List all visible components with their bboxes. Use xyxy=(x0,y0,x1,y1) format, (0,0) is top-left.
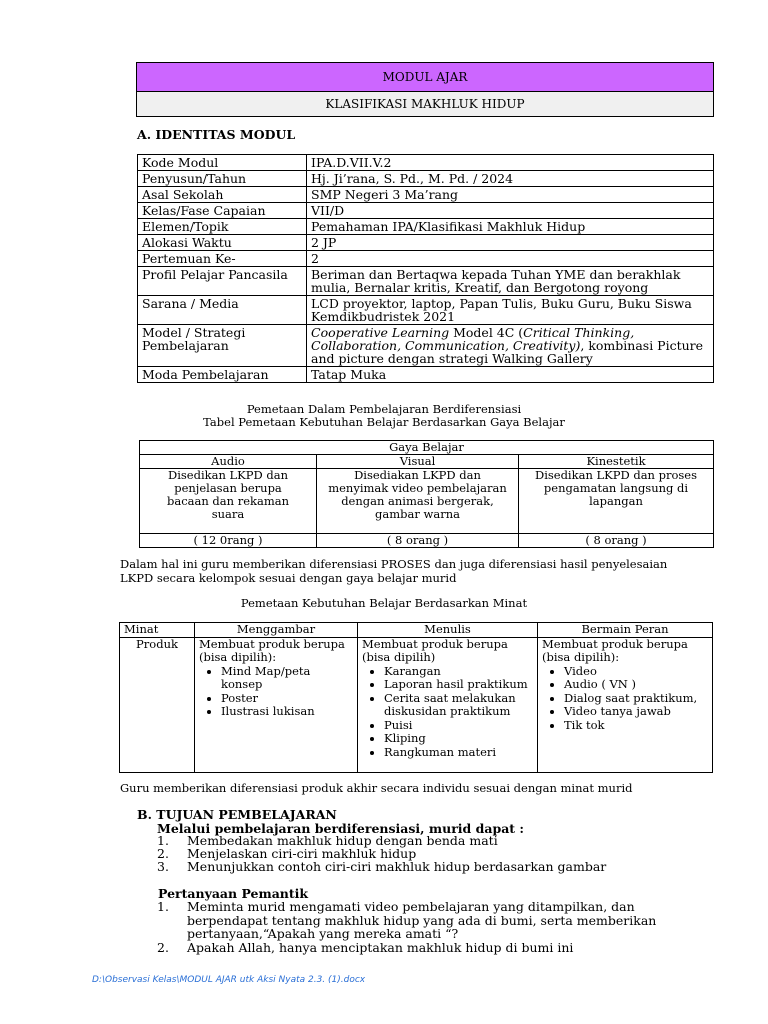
file-path-footer: D:\Observasi Kelas\MODUL AJAR utk Aksi Nyata 2.3. (1).docx xyxy=(92,975,366,985)
minat-header-menulis: Menulis xyxy=(358,623,538,638)
minat-table xyxy=(119,622,713,773)
minat-list-item: • Audio ( VN ) xyxy=(564,678,708,692)
pemetaan-subtitle: Tabel Pemetaan Kebutuhan Belajar Berdasarkan Gaya Belajar xyxy=(203,415,565,429)
gaya-belajar-table xyxy=(139,440,714,548)
menggambar-list xyxy=(199,665,353,719)
item-text: Menunjukkan contoh ciri-ciri makhluk hidup berdasarkan gambar xyxy=(187,859,607,874)
identitas-label: Pertemuan Ke- xyxy=(138,251,307,267)
menggambar-cell xyxy=(195,637,358,772)
column-kinestetik: Kinestetik xyxy=(519,455,714,469)
numbered-item xyxy=(157,900,667,941)
paragraph-diferensiasi-proses: Dalam hal ini guru memberikan diferensiasi PROSES dan juga diferensiasi hasil penyelesaian LKPD secara kelompok sesuai dengan gaya belajar murid xyxy=(120,557,668,585)
identitas-value-part: Cooperative Learning xyxy=(311,325,450,340)
identitas-label: Alokasi Waktu xyxy=(138,235,307,251)
minat-list-item: • Dialog saat praktikum, xyxy=(564,692,708,706)
item-number: 3. xyxy=(157,859,169,874)
minat-list-item: • Ilustrasi lukisan xyxy=(221,705,353,719)
minat-title: Pemetaan Kebutuhan Belajar Berdasarkan Minat xyxy=(240,596,528,610)
identitas-label: Asal Sekolah xyxy=(138,187,307,203)
item-number: 1. xyxy=(157,833,169,848)
identitas-label: Profil Pelajar Pancasila xyxy=(138,267,307,296)
pemantik-list xyxy=(157,900,667,954)
audio-count: ( 12 0rang ) xyxy=(140,534,317,548)
identitas-label: Kelas/Fase Capaian xyxy=(138,203,307,219)
minat-list-item: • Karangan xyxy=(384,665,533,679)
menulis-list xyxy=(362,665,533,760)
module-header xyxy=(136,62,714,117)
minat-list-item: • Laporan hasil praktikum xyxy=(384,678,533,692)
identitas-label: Moda Pembelajaran xyxy=(138,367,307,383)
minat-list-item: • Cerita saat melakukan diskusidan praktikum xyxy=(384,692,533,719)
identitas-row xyxy=(138,203,714,219)
menggambar-intro: Membuat produk berupa (bisa dipilih): xyxy=(199,636,345,664)
pemetaan-title: Pemetaan Dalam Pembelajaran Berdiferensiasi xyxy=(246,402,522,416)
identitas-row xyxy=(138,367,714,383)
item-text: Meminta murid mengamati video pembelajaran yang ditampilkan, dan berpendapat tentang makhluk hidup yang ada di bumi, serta memberikan pertanyaan,“Apakah yang mereka amati “? xyxy=(187,899,657,941)
identitas-label: Model / Strategi Pembelajaran xyxy=(138,325,307,367)
section-a-heading: A. IDENTITAS MODUL xyxy=(137,127,296,142)
module-title: MODUL AJAR xyxy=(136,62,714,92)
minat-header-bermain-peran: Bermain Peran xyxy=(538,623,713,638)
identitas-row xyxy=(138,296,714,325)
section-b-heading: B. TUJUAN PEMBELAJARAN xyxy=(137,807,337,822)
paragraph-diferensiasi-produk: Guru memberikan diferensiasi produk akhir secara individu sesuai dengan minat murid xyxy=(120,781,633,795)
minat-list-item: • Tik tok xyxy=(564,719,708,733)
pemantik-heading: Pertanyaan Pemantik xyxy=(158,886,309,901)
identitas-value: Hj. Ji’rana, S. Pd., M. Pd. / 2024 xyxy=(307,171,714,187)
minat-row-label: Produk xyxy=(120,637,195,772)
identitas-value: Tatap Muka xyxy=(307,367,714,383)
identitas-value xyxy=(307,325,714,367)
identitas-value: SMP Negeri 3 Ma’rang xyxy=(307,187,714,203)
bermain-peran-intro: Membuat produk berupa (bisa dipilih): xyxy=(542,636,688,664)
item-number: 1. xyxy=(157,899,169,914)
kinestetik-description: Disedikan LKPD dan proses pengamatan langsung di lapangan xyxy=(519,469,714,534)
menulis-intro: Membuat produk berupa (bisa dipilih) xyxy=(362,636,508,664)
item-text: Menjelaskan ciri-ciri makhluk hidup xyxy=(187,846,417,861)
menulis-cell xyxy=(358,637,538,772)
item-text: Membedakan makhluk hidup dengan benda mati xyxy=(187,833,498,848)
identitas-row xyxy=(138,267,714,296)
identitas-value: VII/D xyxy=(307,203,714,219)
visual-description: Disediakan LKPD dan menyimak video pembelajaran dengan animasi bergerak, gambar warna xyxy=(317,469,519,534)
minat-list-item: • Puisi xyxy=(384,719,533,733)
item-number: 2. xyxy=(157,939,169,955)
identitas-value-part: Critical Thinking, Collaboration, Communication, Creativity) xyxy=(311,325,635,353)
minat-list-item: • Rangkuman materi xyxy=(384,746,533,760)
item-number: 2. xyxy=(157,846,169,861)
column-visual: Visual xyxy=(317,455,519,469)
visual-count: ( 8 orang ) xyxy=(317,534,519,548)
identitas-value: Beriman dan Bertaqwa kepada Tuhan YME dan berakhlak mulia, Bernalar kritis, Kreatif, dan Bergotong royong xyxy=(307,267,714,296)
minat-header-minat: Minat xyxy=(120,623,195,638)
minat-header-menggambar: Menggambar xyxy=(195,623,358,638)
kinestetik-count: ( 8 orang ) xyxy=(519,534,714,548)
tujuan-list xyxy=(157,834,657,873)
identitas-label: Sarana / Media xyxy=(138,296,307,325)
identitas-value: IPA.D.VII.V.2 xyxy=(307,155,714,171)
identitas-value: LCD proyektor, laptop, Papan Tulis, Buku Guru, Buku Siswa Kemdikbudristek 2021 xyxy=(307,296,714,325)
item-text: Apakah Allah, hanya menciptakan makhluk hidup di bumi ini xyxy=(187,939,574,955)
section-b-intro: Melalui pembelajaran berdiferensiasi, murid dapat : xyxy=(157,821,525,836)
identitas-row xyxy=(138,187,714,203)
identitas-label: Penyusun/Tahun xyxy=(138,171,307,187)
bermain-peran-list xyxy=(542,665,708,733)
minat-list-item: • Kliping xyxy=(384,732,533,746)
module-subtitle: KLASIFIKASI MAKHLUK HIDUP xyxy=(136,92,714,117)
column-audio: Audio xyxy=(140,455,317,469)
numbered-item xyxy=(157,941,667,955)
identitas-row xyxy=(138,171,714,187)
minat-list-item: • Video tanya jawab xyxy=(564,705,708,719)
identitas-table xyxy=(137,154,714,383)
identitas-value: Pemahaman IPA/Klasifikasi Makhluk Hidup xyxy=(307,219,714,235)
minat-list-item: • Video xyxy=(564,665,708,679)
identitas-row xyxy=(138,219,714,235)
identitas-value: 2 xyxy=(307,251,714,267)
identitas-value: 2 JP xyxy=(307,235,714,251)
identitas-value-part: Model 4C ( xyxy=(449,325,524,340)
bermain-peran-cell xyxy=(538,637,713,772)
minat-list-item: • Mind Map/peta konsep xyxy=(221,665,353,692)
identitas-label: Kode Modul xyxy=(138,155,307,171)
minat-list-item: • Poster xyxy=(221,692,353,706)
identitas-row xyxy=(138,155,714,171)
identitas-value-part: , kombinasi Picture and picture dengan strategi Walking Gallery xyxy=(311,338,704,366)
audio-description: Disedikan LKPD dan penjelasan berupa bacaan dan rekaman suara xyxy=(140,469,317,534)
identitas-row xyxy=(138,325,714,367)
identitas-row xyxy=(138,251,714,267)
numbered-item xyxy=(157,860,657,873)
identitas-row xyxy=(138,235,714,251)
gaya-belajar-header: Gaya Belajar xyxy=(140,441,714,455)
identitas-label: Elemen/Topik xyxy=(138,219,307,235)
